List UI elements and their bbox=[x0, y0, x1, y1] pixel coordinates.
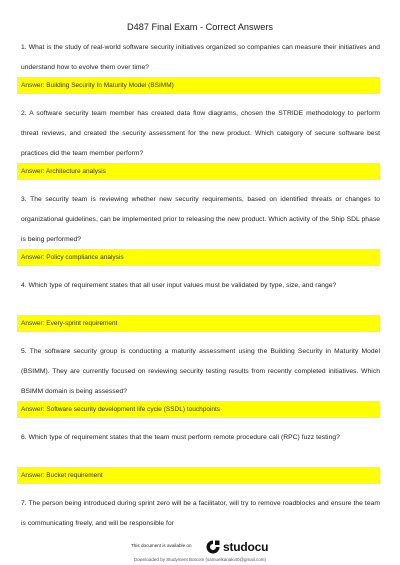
studocu-logo-icon bbox=[205, 539, 221, 555]
question-2: 2. A software security team member has created data flow diagrams, chosen the STRIDE methodology to perform threat reviews, and created the security assessment for the new product. Which category of secure software best practices did the team member perform? bbox=[21, 110, 380, 157]
footer-downloaded-text: Downloaded by Studyment Botcom (samuelkanaki40@gmail.com) bbox=[133, 557, 267, 562]
answer-2: Answer: Architecture analysis bbox=[17, 163, 380, 180]
answer-4: Answer: Every-sprint requirement bbox=[17, 315, 380, 332]
answer-6: Answer: Bucket requirement bbox=[17, 467, 380, 484]
studocu-logo-text[interactable]: studocu bbox=[223, 540, 269, 554]
question-6: 6. Which type of requirement states that the team must perform remote procedure call (RPC) fuzz testing? bbox=[21, 434, 340, 441]
answer-5: Answer: Software security development life cycle (SSDL) touchpoints bbox=[17, 401, 380, 418]
footer-available-text: This document is available on bbox=[131, 543, 192, 548]
question-1: 1. What is the study of real-world software security initiatives organized so companies can measure their initiatives and understand how to evolve them over time? bbox=[21, 44, 380, 71]
studocu-footer bbox=[0, 539, 400, 555]
answer-3: Answer: Policy compliance analysis bbox=[17, 249, 380, 266]
question-5: 5. The software security group is conducting a maturity assessment using the Building Security in Maturity Model (BSIMM). They are currently focused on reviewing security testing results from recently completed initiatives. Which BSIMM domain is being assessed? bbox=[21, 348, 380, 395]
page-title: D487 Final Exam - Correct Answers bbox=[126, 22, 274, 32]
question-3: 3. The security team is reviewing whether new security requirements, based on identified threats or changes to organizational guidelines, can be implemented prior to releasing the new product. Which activity of the Ship SDL phase is being performed? bbox=[21, 196, 380, 243]
question-4: 4. Which type of requirement states that all user input values must be validated by type, size, and range? bbox=[21, 282, 337, 289]
answer-1: Answer: Building Security In Maturity Model (BSIMM) bbox=[17, 77, 380, 94]
question-7: 7. The person being introduced during sprint zero will be a facilitator, will try to remove roadblocks and ensure the team is communicating freely, and will be responsible for bbox=[21, 500, 380, 527]
